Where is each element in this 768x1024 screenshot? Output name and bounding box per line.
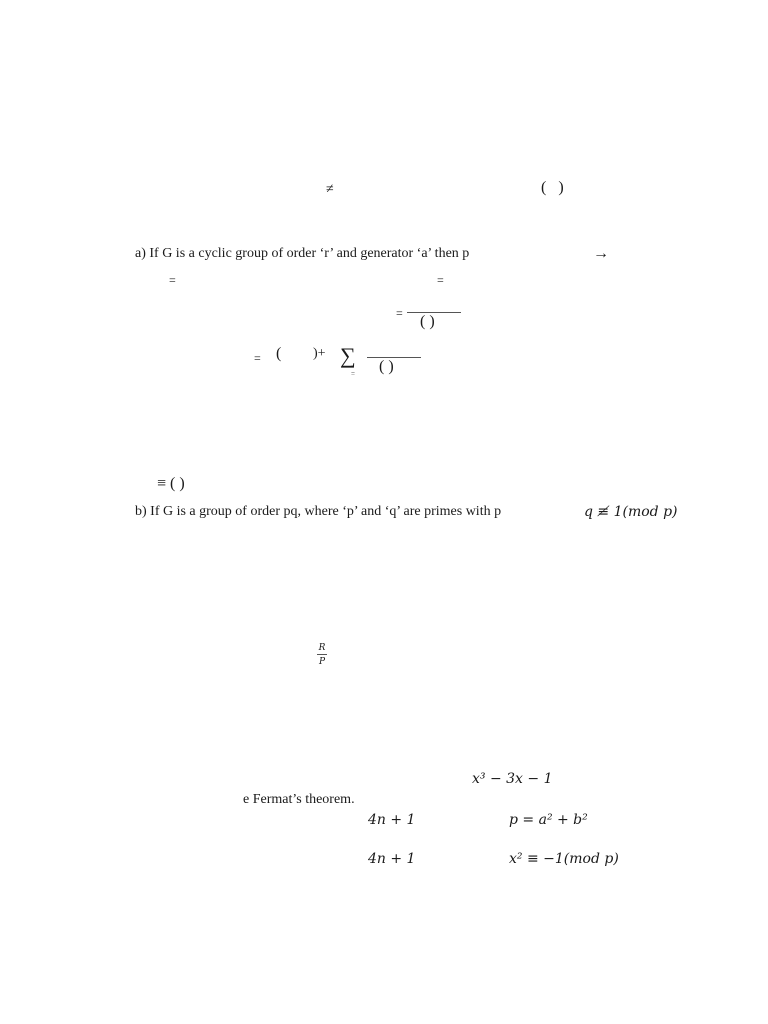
empty-parentheses: ( ): [541, 179, 568, 196]
sum-of-squares-expression: p = a² + b²: [509, 812, 588, 828]
fermat-theorem-text: e Fermat’s theorem.: [243, 792, 355, 807]
congruence-expression: ≡ ( ): [157, 475, 185, 492]
expression-4n-plus-1: 4n + 1: [368, 851, 416, 867]
close-parenthesis-plus: )+: [313, 346, 326, 361]
quadratic-congruence-expression: x² ≡ −1(mod p): [509, 851, 619, 867]
fraction-bar: [317, 654, 327, 655]
part-a-statement: a) If G is a cyclic group of order ‘r’ and generator ‘a’ then p: [135, 246, 470, 261]
fraction-denominator: ( ): [420, 313, 435, 330]
polynomial-expression: x³ − 3x − 1: [472, 771, 553, 787]
fraction-bar: [367, 357, 421, 358]
equals-sign: =: [396, 306, 403, 320]
fraction-denominator: ( ): [379, 358, 394, 375]
not-equal-symbol: ≠: [326, 182, 334, 197]
expression-4n-plus-1: 4n + 1: [368, 812, 416, 828]
equals-sign: =: [254, 351, 261, 365]
quotient-numerator: R: [318, 643, 326, 653]
summation-symbol: ∑: [340, 343, 356, 368]
quotient-denominator: P: [318, 657, 326, 667]
part-b-statement: b) If G is a group of order pq, where ‘p’ and ‘q’ are primes with p: [135, 504, 502, 519]
summation-subscript: =: [351, 370, 355, 378]
equals-sign: =: [169, 273, 176, 287]
right-arrow-symbol: →: [593, 245, 609, 262]
not-congruent-expression: q ≢ 1(mod p): [584, 504, 678, 520]
equals-sign: =: [437, 273, 444, 287]
open-parenthesis: (: [276, 345, 282, 362]
